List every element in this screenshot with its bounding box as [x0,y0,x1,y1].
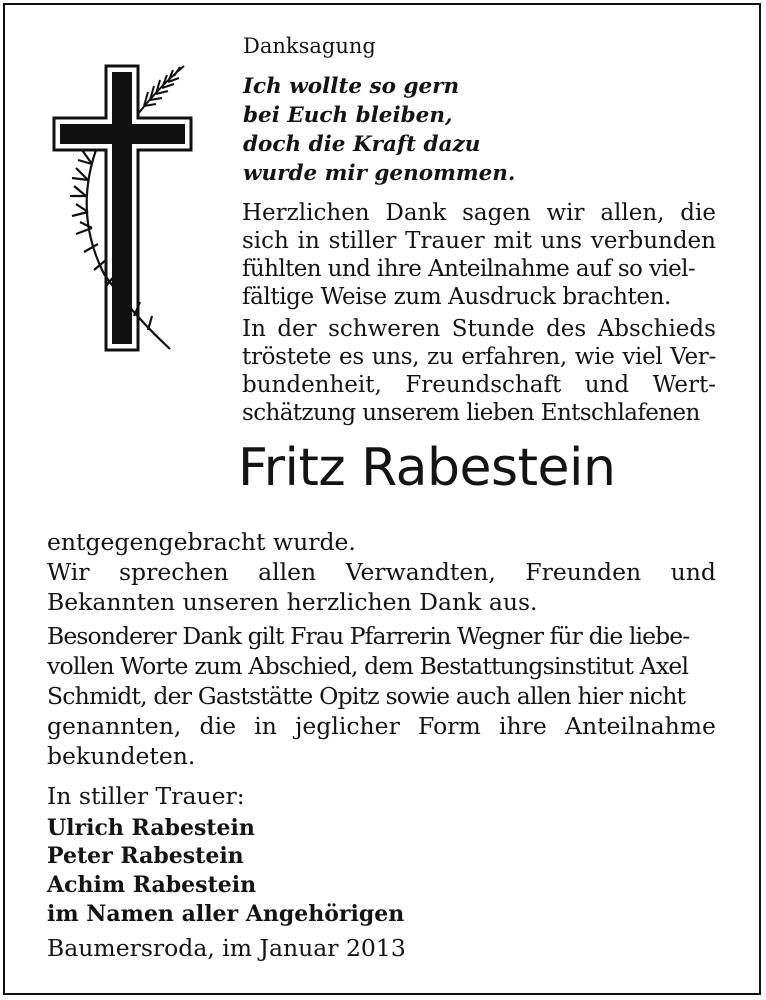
text-line: Schmidt, der Gaststätte Opitz sowie auch allen hier nicht [47,682,686,710]
text-line: genannten, die in jeglicher Form ihre Anteilnahme [47,712,716,740]
deceased-name: Fritz Rabestein [238,438,616,498]
signatory-name: Ulrich Rabestein [47,815,255,841]
text-line: In der schweren Stunde des Abschieds [242,316,716,342]
poem-line: Ich wollte so gern [243,74,460,99]
text-line: bundenheit, Freundschaft und Wert- [242,372,716,398]
mourning-intro: In stiller Trauer: [47,782,245,810]
signatory-name: im Namen aller Angehörigen [47,901,405,927]
text-line: Wir sprechen allen Verwandten, Freunden und [47,558,716,586]
text-line: Besonderer Dank gilt Frau Pfarrerin Wegner für die liebe- [47,622,690,650]
text-line: fältige Weise zum Ausdruck brachten. [242,284,671,310]
text-line: vollen Worte zum Abschied, dem Bestattungsinstitut Axel [47,652,689,680]
text-line: bekundeten. [47,742,196,770]
text-line: Herzlichen Dank sagen wir allen, die [242,200,716,226]
signatory-name: Peter Rabestein [47,843,244,869]
poem-line: bei Euch bleiben, [243,103,453,128]
poem-line: wurde mir genommen. [243,161,516,186]
text-line: sich in stiller Trauer mit uns verbunden [242,228,716,254]
text-line: tröstete es uns, zu erfahren, wie viel Ver- [242,344,716,370]
text-line: schätzung unserem lieben Entschlafenen [242,400,700,426]
notice-heading: Danksagung [243,34,376,58]
place-date: Baumersroda, im Januar 2013 [47,934,406,962]
text-line: fühlten und ihre Anteilnahme auf so viel- [242,256,696,282]
cross-with-palm-icon [52,64,197,354]
signatory-name: Achim Rabestein [47,872,257,898]
text-line: Bekannten unseren herzlichen Dank aus. [47,588,538,616]
poem-line: doch die Kraft dazu [243,132,481,157]
text-line: entgegengebracht wurde. [47,528,356,556]
